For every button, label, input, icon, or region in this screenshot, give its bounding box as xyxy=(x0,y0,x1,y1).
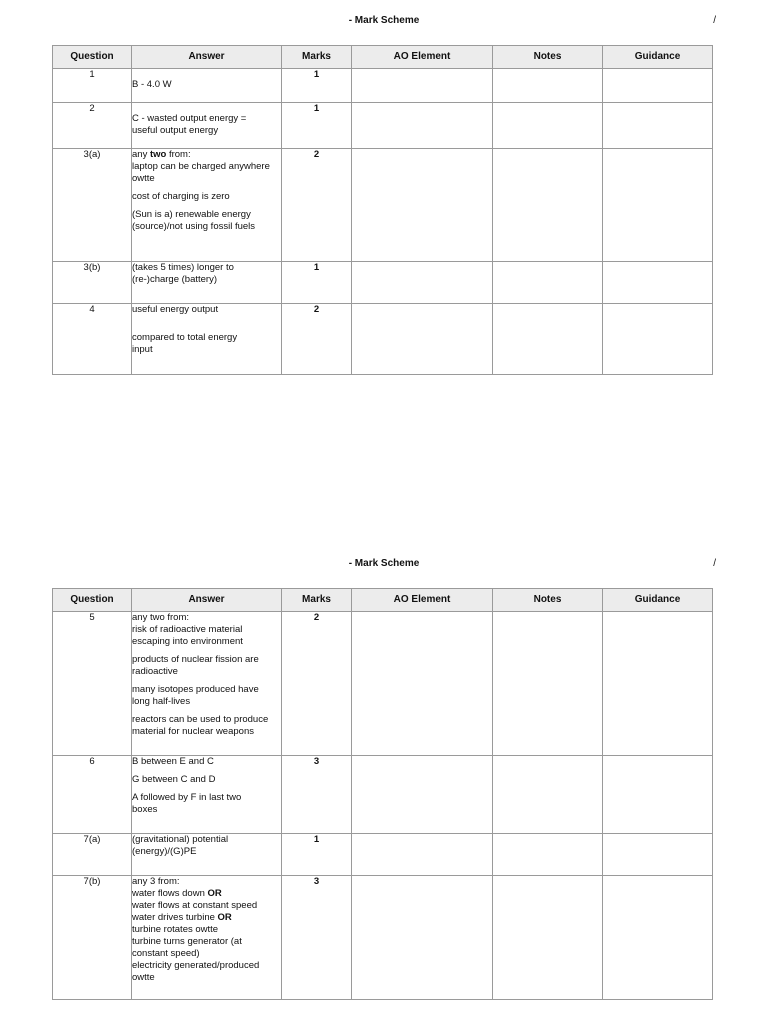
ao-element-cell xyxy=(352,834,493,876)
column-header-notes: Notes xyxy=(493,589,603,612)
ao-element-cell xyxy=(352,756,493,834)
answer-line: constant speed) xyxy=(132,948,200,959)
ao-element-cell xyxy=(352,304,493,375)
guidance-cell xyxy=(603,612,713,756)
answer-line: input xyxy=(132,344,153,355)
table-row xyxy=(53,304,713,375)
answer-line: water drives turbine OR xyxy=(132,912,232,923)
column-header-marks: Marks xyxy=(282,46,352,69)
ao-element-cell xyxy=(352,612,493,756)
question-number: 5 xyxy=(53,612,132,756)
answer-cell xyxy=(132,876,282,1000)
answer-line: G between C and D xyxy=(132,774,216,785)
table-row xyxy=(53,69,713,103)
answer-line: (re-)charge (battery) xyxy=(132,274,217,285)
emphasis-two: two xyxy=(149,149,167,160)
marks-value: 3 xyxy=(282,876,352,1000)
mark-scheme-table-1 xyxy=(52,45,713,375)
notes-cell xyxy=(493,149,603,262)
answer-cell xyxy=(132,103,282,149)
marks-value: 1 xyxy=(282,834,352,876)
answer-line: compared to total energy xyxy=(132,332,238,343)
answer-line: (energy)/(G)PE xyxy=(132,846,197,857)
header-title: - Mark Scheme xyxy=(348,15,420,26)
ao-element-cell xyxy=(352,876,493,1000)
column-header-question: Question xyxy=(53,46,132,69)
question-number: 3(a) xyxy=(53,149,132,262)
marks-value: 1 xyxy=(282,262,352,304)
answer-line: (source)/not using fossil fuels xyxy=(132,221,256,232)
answer-line: boxes xyxy=(132,804,158,815)
question-number: 7(b) xyxy=(53,876,132,1000)
answer-line: A followed by F in last two xyxy=(132,792,242,803)
answer-cell xyxy=(132,304,282,375)
answer-line: any two from: xyxy=(132,149,191,160)
table-header-row xyxy=(53,589,713,612)
emphasis-or: OR xyxy=(207,888,222,899)
question-number: 7(a) xyxy=(53,834,132,876)
answer-cell xyxy=(132,149,282,262)
guidance-cell xyxy=(603,876,713,1000)
table-row xyxy=(53,149,713,262)
answer-line: C - wasted output energy = xyxy=(132,113,247,124)
answer-line: many isotopes produced have xyxy=(132,684,259,695)
answer-line: material for nuclear weapons xyxy=(132,726,254,737)
marks-value: 2 xyxy=(282,149,352,262)
answer-cell xyxy=(132,756,282,834)
table-header-row xyxy=(53,46,713,69)
column-header-ao-element: AO Element xyxy=(352,589,493,612)
answer-line: owtte xyxy=(132,972,155,983)
notes-cell xyxy=(493,876,603,1000)
notes-cell xyxy=(493,304,603,375)
notes-cell xyxy=(493,69,603,103)
answer-line: risk of radioactive material xyxy=(132,624,243,635)
column-header-guidance: Guidance xyxy=(603,46,713,69)
answer-line: products of nuclear fission are xyxy=(132,654,259,665)
answer-line: electricity generated/produced xyxy=(132,960,260,971)
table-row xyxy=(53,262,713,304)
answer-line: reactors can be used to produce xyxy=(132,714,269,725)
column-header-answer: Answer xyxy=(132,46,282,69)
answer-cell xyxy=(132,262,282,304)
answer-line: (gravitational) potential xyxy=(132,834,229,845)
emphasis-or: OR xyxy=(217,912,232,923)
ao-element-cell xyxy=(352,262,493,304)
marks-value: 1 xyxy=(282,69,352,103)
column-header-question: Question xyxy=(53,589,132,612)
answer-line: escaping into environment xyxy=(132,636,243,647)
guidance-cell xyxy=(603,149,713,262)
answer-line: water flows down OR xyxy=(132,888,222,899)
ao-element-cell xyxy=(352,69,493,103)
column-header-ao-element: AO Element xyxy=(352,46,493,69)
page-header xyxy=(0,558,768,572)
column-header-notes: Notes xyxy=(493,46,603,69)
answer-line: B - 4.0 W xyxy=(132,79,172,90)
answer-cell xyxy=(132,612,282,756)
marks-value: 2 xyxy=(282,304,352,375)
question-number: 6 xyxy=(53,756,132,834)
marks-value: 1 xyxy=(282,103,352,149)
answer-line: any 3 from: xyxy=(132,876,180,887)
header-page-marker: / xyxy=(713,15,716,26)
table-row xyxy=(53,876,713,1000)
table-row xyxy=(53,103,713,149)
answer-line: radioactive xyxy=(132,666,178,677)
page-header xyxy=(0,15,768,29)
question-number: 2 xyxy=(53,103,132,149)
question-number: 3(b) xyxy=(53,262,132,304)
answer-cell xyxy=(132,69,282,103)
guidance-cell xyxy=(603,304,713,375)
ao-element-cell xyxy=(352,149,493,262)
column-header-marks: Marks xyxy=(282,589,352,612)
marks-value: 2 xyxy=(282,612,352,756)
notes-cell xyxy=(493,834,603,876)
guidance-cell xyxy=(603,834,713,876)
answer-line: B between E and C xyxy=(132,756,214,767)
column-header-answer: Answer xyxy=(132,589,282,612)
answer-line: useful output energy xyxy=(132,125,219,136)
answer-line: turbine rotates owtte xyxy=(132,924,219,935)
notes-cell xyxy=(493,262,603,304)
notes-cell xyxy=(493,103,603,149)
answer-line: turbine turns generator (at xyxy=(132,936,242,947)
answer-line: (takes 5 times) longer to xyxy=(132,262,234,273)
guidance-cell xyxy=(603,756,713,834)
guidance-cell xyxy=(603,69,713,103)
answer-line: laptop can be charged anywhere xyxy=(132,161,270,172)
notes-cell xyxy=(493,612,603,756)
marks-value: 3 xyxy=(282,756,352,834)
header-page-marker: / xyxy=(713,558,716,569)
answer-line: owtte xyxy=(132,173,155,184)
guidance-cell xyxy=(603,103,713,149)
mark-scheme-table-2 xyxy=(52,588,713,1000)
answer-cell xyxy=(132,834,282,876)
table-row xyxy=(53,834,713,876)
column-header-guidance: Guidance xyxy=(603,589,713,612)
table-row xyxy=(53,756,713,834)
guidance-cell xyxy=(603,262,713,304)
table-row xyxy=(53,612,713,756)
answer-line: long half-lives xyxy=(132,696,191,707)
header-title: - Mark Scheme xyxy=(348,558,420,569)
notes-cell xyxy=(493,756,603,834)
answer-line: (Sun is a) renewable energy xyxy=(132,209,251,220)
question-number: 1 xyxy=(53,69,132,103)
answer-line: useful energy output xyxy=(132,304,219,315)
answer-line: cost of charging is zero xyxy=(132,191,230,202)
answer-line: any two from: xyxy=(132,612,190,623)
question-number: 4 xyxy=(53,304,132,375)
ao-element-cell xyxy=(352,103,493,149)
answer-line: water flows at constant speed xyxy=(132,900,258,911)
